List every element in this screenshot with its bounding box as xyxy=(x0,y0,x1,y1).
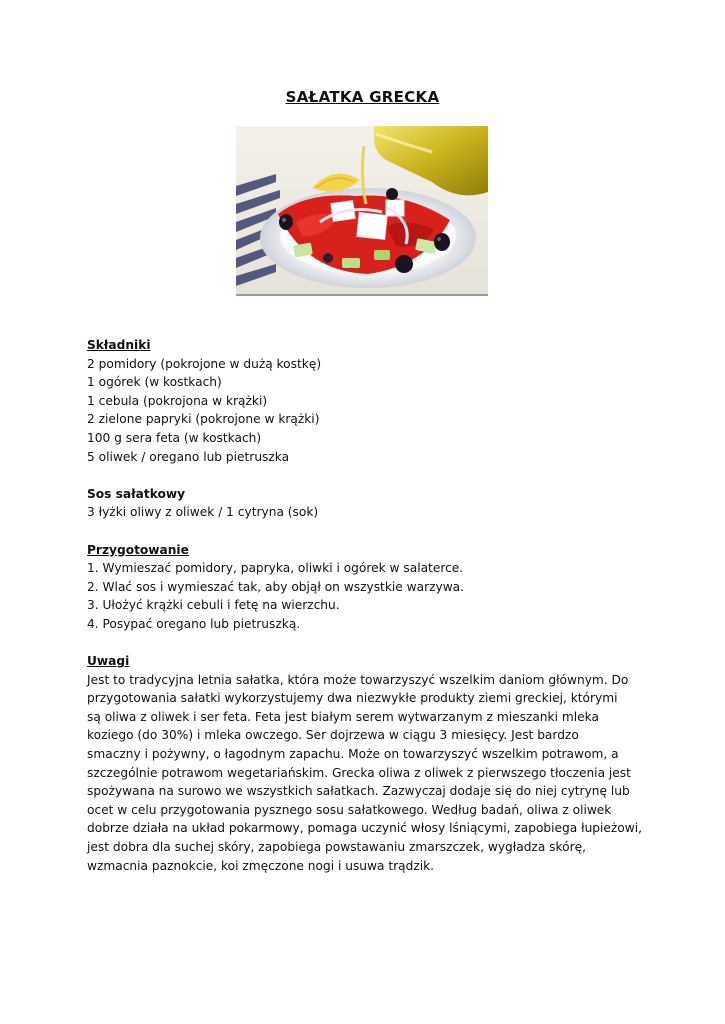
preparation-step: 3. Ułożyć krążki cebuli i fetę na wierzchu. xyxy=(87,598,340,613)
notes-section xyxy=(87,652,647,875)
dressing-section xyxy=(87,485,647,522)
ingredient-item: 100 g sera feta (w kostkach) xyxy=(87,430,262,445)
notes-line: ocet w celu przygotowania pysznego sosu sałatkowego. Według badań, oliwa z oliwek xyxy=(87,802,612,817)
recipe-body xyxy=(87,336,647,894)
notes-line: szczególnie potrawom wegetariańskim. Grecka oliwa z oliwek z pierwszego tłoczenia jest xyxy=(87,765,631,780)
ingredient-item: 5 oliwek / oregano lub pietruszka xyxy=(87,449,290,464)
dressing-heading: Sos sałatkowy xyxy=(87,486,186,501)
preparation-section xyxy=(87,541,647,634)
ingredient-item: 2 pomidory (pokrojone w dużą kostkę) xyxy=(87,356,322,371)
ingredient-item: 2 zielone papryki (pokrojone w krążki) xyxy=(87,412,320,427)
notes-line: koziego (do 30%) i mleka owczego. Ser dojrzewa w ciągu 3 miesięcy. Jest bardzo xyxy=(87,728,579,743)
notes-line: smaczny i pożywny, o łagodnym zapachu. Może on towarzyszyć wszelkim potrawom, a xyxy=(87,747,619,762)
ingredients-heading: Składniki xyxy=(87,338,151,352)
notes-line: spożywana na surowo we wszystkich sałatkach. Zazwyczaj dodaje się do niej cytrynę lub xyxy=(87,784,630,799)
preparation-heading: Przygotowanie xyxy=(87,542,189,557)
dressing-item: 3 łyżki oliwy z oliwek / 1 cytryna (sok) xyxy=(87,505,319,520)
notes-line: dobrze działa na układ pokarmowy, pomaga uczynić włosy lśniącymi, zapobiega łupieżowi, xyxy=(87,821,642,836)
notes-line: Jest to tradycyjna letnia sałatka, która może towarzyszyć wszelkim daniom głównym. Do xyxy=(87,672,629,687)
ingredient-item: 1 ogórek (w kostkach) xyxy=(87,375,222,390)
preparation-step: 2. Wlać sos i wymieszać tak, aby objął on wszystkie warzywa. xyxy=(87,579,465,594)
salad-photo xyxy=(236,126,488,296)
preparation-step: 1. Wymieszać pomidory, papryka, oliwki i ogórek w salaterce. xyxy=(87,561,464,576)
notes-line: przygotowania sałatki wykorzystujemy dwa niezwykłe produkty ziemi greckiej, którymi xyxy=(87,691,618,706)
page-title: SAŁATKA GRECKA xyxy=(285,88,440,106)
ingredient-item: 1 cebula (pokrojona w krążki) xyxy=(87,393,268,408)
notes-line: jest dobra dla suchej skóry, zapobiega powstawaniu zmarszczek, wygładza skórę, xyxy=(87,840,586,855)
notes-heading: Uwagi xyxy=(87,654,130,669)
notes-line: są oliwa z oliwek i ser feta. Feta jest białym serem wytwarzanym z mieszanki mleka xyxy=(87,709,599,724)
preparation-step: 4. Posypać oregano lub pietruszką. xyxy=(87,616,301,631)
ingredients-section xyxy=(87,336,647,466)
notes-line: wzmacnia paznokcie, koi zmęczone nogi i usuwa trądzik. xyxy=(87,858,435,873)
